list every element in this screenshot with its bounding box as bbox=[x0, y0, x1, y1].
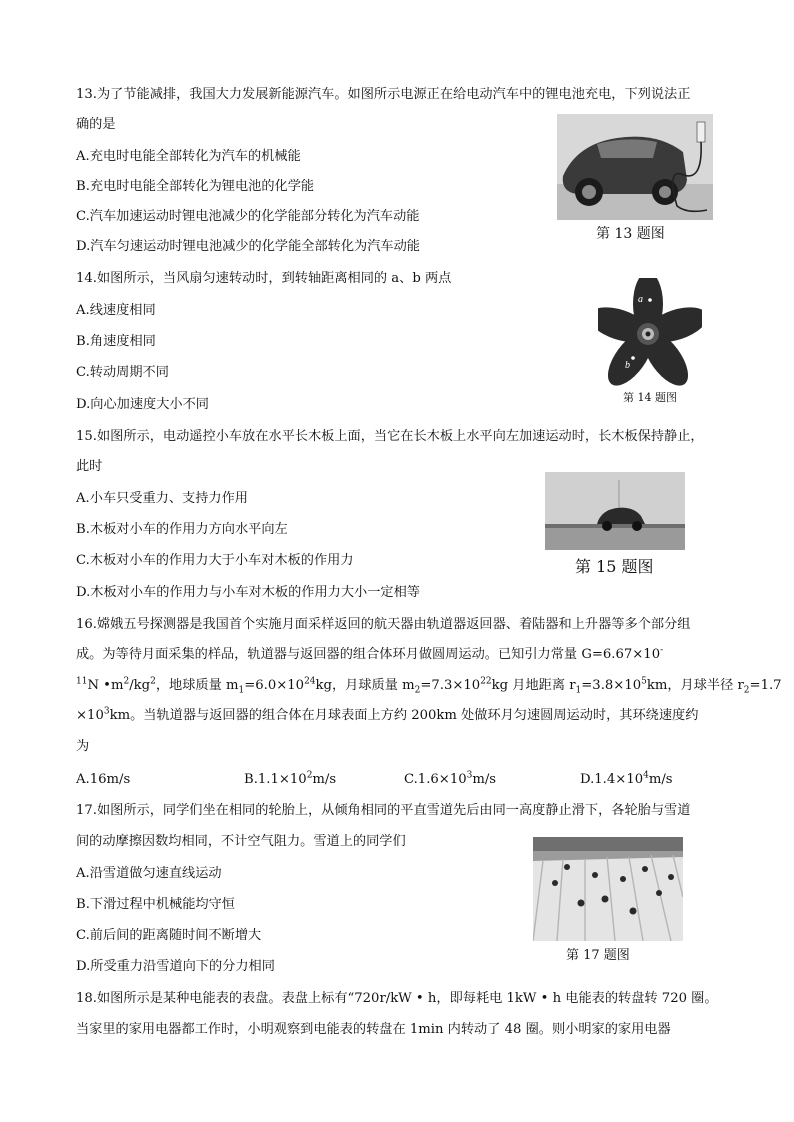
q17-option-c: C.前后间的距离随时间不断增大 bbox=[76, 928, 262, 943]
q16-l3-earth: ，地球质量 m bbox=[155, 678, 239, 693]
q17-stem-line1: 17.如图所示，同学们坐在相同的轮胎上，从倾角相同的平直雪道先后由同一高度静止滑下，各轮胎与雪道 bbox=[76, 803, 691, 818]
q17-stem-line2: 间的动摩擦因数均相同，不计空气阻力。雪道上的同学们 bbox=[76, 834, 406, 849]
q15-figure-caption: 第 15 题图 bbox=[575, 557, 654, 576]
q16-optd-unit: m/s bbox=[648, 772, 673, 787]
q16-stem-line1: 16.嫦娥五号探测器是我国首个实施月面采样返回的航天器由轨道器返回器、着陆器和上升器等多个部分组 bbox=[76, 617, 691, 632]
q16-optb-unit: m/s bbox=[312, 772, 337, 787]
q16-option-b bbox=[244, 771, 336, 789]
q16-option-c bbox=[404, 771, 496, 789]
q17-figure-snow-slope-photo bbox=[533, 837, 683, 941]
q13-option-a: A.充电时电能全部转化为汽车的机械能 bbox=[76, 149, 301, 164]
q13-figure-ev-charging-photo bbox=[557, 114, 713, 220]
q15-stem-line2: 此时 bbox=[76, 459, 103, 474]
q17-option-b: B.下滑过程中机械能均守恒 bbox=[76, 897, 235, 912]
q16-l3-exp: 11 bbox=[76, 676, 88, 687]
q16-optc-exp: 3 bbox=[466, 770, 473, 781]
q16-optb-base: B.1.1×10 bbox=[244, 772, 307, 787]
q14-point-a-label: a bbox=[638, 294, 643, 305]
q16-l3-dist-val: =3.8×10 bbox=[581, 678, 642, 693]
q16-l3-unit2: /kg bbox=[129, 678, 151, 693]
q16-l3-sub4: 2 bbox=[743, 685, 750, 696]
q16-l3-moon: kg，月球质量 m bbox=[315, 678, 415, 693]
q16-l3-earth-val: =6.0×10 bbox=[244, 678, 305, 693]
q16-l4-sup: 3 bbox=[103, 706, 110, 717]
q13-stem-line1: 13.为了节能减排，我国大力发展新能源汽车。如图所示电源正在给电动汽车中的锂电池充电，下列说法正 bbox=[76, 87, 691, 102]
q16-l3-sup3: 24 bbox=[304, 676, 316, 687]
q16-optb-exp: 2 bbox=[306, 770, 313, 781]
q13-figure-caption: 第 13 题图 bbox=[596, 226, 665, 242]
q15-figure-rc-car-photo bbox=[545, 472, 685, 550]
q14-option-b: B.角速度相同 bbox=[76, 334, 156, 349]
q15-stem-line1: 15.如图所示，电动遥控小车放在水平长木板上面，当它在长木板上水平向左加速运动时，长木板保持静止， bbox=[76, 429, 704, 444]
q14-option-d: D.向心加速度大小不同 bbox=[76, 397, 209, 412]
q16-l3-radius: km，月球半径 r bbox=[646, 678, 744, 693]
q15-option-b: B.木板对小车的作用力方向水平向左 bbox=[76, 522, 288, 537]
q16-optd-exp: 4 bbox=[643, 770, 649, 781]
q16-stem-line3 bbox=[76, 677, 782, 695]
q14-point-b-label: b bbox=[625, 360, 630, 371]
q14-option-a: A.线速度相同 bbox=[76, 303, 156, 318]
q18-stem-line2: 当家里的家用电器都工作时，小明观察到电能表的转盘在 1min 内转动了 48 圈。则小明家的家用电器 bbox=[76, 1022, 671, 1037]
q17-figure-caption: 第 17 题图 bbox=[566, 948, 630, 963]
q16-l3-sup1: 2 bbox=[123, 676, 130, 687]
q16-l3-sub2: 2 bbox=[414, 685, 421, 696]
q16-stem-line4 bbox=[76, 707, 698, 725]
q16-l3-sub1: 1 bbox=[238, 685, 245, 696]
q16-optc-base: C.1.6×10 bbox=[404, 772, 467, 787]
q16-l2-text: 成。为等待月面采集的样品，轨道器与返回器的组合体环月做圆周运动。已知引力常量 G=6.67×10 bbox=[76, 647, 661, 662]
q17-option-d: D.所受重力沿雪道向下的分力相同 bbox=[76, 959, 275, 974]
q14-stem-line1: 14.如图所示，当风扇匀速转动时，到转轴距离相同的 a、b 两点 bbox=[76, 271, 452, 286]
q13-stem-line2: 确的是 bbox=[76, 117, 116, 132]
q16-l3-sub3: 1 bbox=[575, 685, 582, 696]
q16-option-d bbox=[580, 771, 673, 789]
q16-l3-dist: kg 月地距离 r bbox=[491, 678, 576, 693]
q13-option-b: B.充电时电能全部转化为锂电池的化学能 bbox=[76, 179, 315, 194]
q16-optd-base: D.1.4×10 bbox=[580, 772, 644, 787]
q16-l3-sup4: 22 bbox=[480, 676, 492, 687]
q17-option-a: A.沿雪道做匀速直线运动 bbox=[76, 866, 222, 881]
q14-option-c: C.转动周期不同 bbox=[76, 365, 169, 380]
q16-l3-radius-val: =1.7 bbox=[749, 678, 782, 693]
q16-l4-c: km。当轨道器与返回器的组合体在月球表面上方约 200km 处做环月匀速圆周运动时，其环绕速度约 bbox=[109, 708, 699, 723]
q16-l3-sup2: 2 bbox=[150, 676, 156, 687]
q16-l2-sup: - bbox=[660, 645, 664, 656]
q16-l3-moon-val: =7.3×10 bbox=[420, 678, 481, 693]
q16-l4-a: ×10 bbox=[76, 708, 104, 723]
q16-option-a: A.16m/s bbox=[76, 772, 131, 787]
q13-option-c: C.汽车加速运动时锂电池减少的化学能部分转化为汽车动能 bbox=[76, 209, 420, 224]
q16-l3-unit: N •m bbox=[87, 678, 124, 693]
q16-stem-line5: 为 bbox=[76, 739, 90, 754]
q16-l3-sup5: 5 bbox=[641, 676, 647, 687]
q15-option-a: A.小车只受重力、支持力作用 bbox=[76, 491, 248, 506]
q15-option-c: C.木板对小车的作用力大于小车对木板的作用力 bbox=[76, 553, 354, 568]
q16-optc-unit: m/s bbox=[472, 772, 497, 787]
q13-option-d: D.汽车匀速运动时锂电池减少的化学能全部转化为汽车动能 bbox=[76, 239, 420, 254]
q14-figure-caption: 第 14 题图 bbox=[623, 391, 677, 404]
q14-figure-fan bbox=[598, 278, 702, 386]
q15-option-d: D.木板对小车的作用力与小车对木板的作用力大小一定相等 bbox=[76, 585, 420, 600]
q18-stem-line1: 18.如图所示是某种电能表的表盘。表盘上标有“720r/kW • h，即每耗电 1kW • h 电能表的转盘转 720 圈。 bbox=[76, 991, 718, 1006]
q16-stem-line2 bbox=[76, 646, 663, 664]
